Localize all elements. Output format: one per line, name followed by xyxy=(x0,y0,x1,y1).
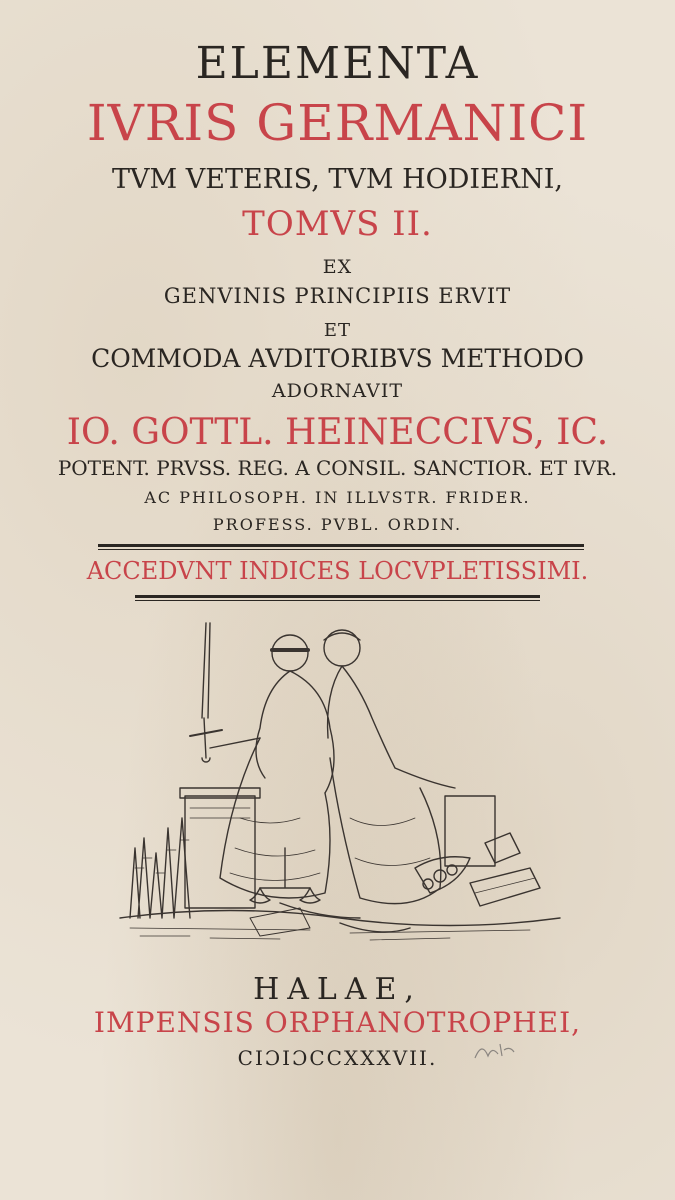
handwritten-mark-icon xyxy=(470,1036,520,1066)
author-position-line-2: AC PHILOSOPH. IN ILLVSTR. FRIDER. xyxy=(144,488,531,507)
author-position-line-3: PROFESS. PVBL. ORDIN. xyxy=(212,515,463,534)
double-rule-top xyxy=(98,544,584,547)
text-line-genuinis: GENVINIS PRINCIPIIS ERVIT xyxy=(163,284,512,308)
volume-line: TOMVS II. xyxy=(242,204,433,244)
double-rule-bottom-thin xyxy=(135,600,540,601)
double-rule-bottom xyxy=(135,595,540,598)
text-line-ex: EX xyxy=(322,256,353,278)
imprint-publisher: IMPENSIS ORPHANOTROPHEI, xyxy=(93,1006,582,1039)
allegory-justice-engraving-icon xyxy=(110,618,570,968)
indices-line: ACCEDVNT INDICES LOCVPLETISSIMI. xyxy=(86,557,589,585)
title-line-iuris-germanici: IVRIS GERMANICI xyxy=(86,94,589,152)
subtitle-line: TVM VETERIS, TVM HODIERNI, xyxy=(112,164,563,195)
text-line-et: ET xyxy=(323,320,352,341)
text-line-commoda: COMMODA AVDITORIBVS METHODO xyxy=(91,344,584,373)
author-name: IO. GOTTL. HEINECCIVS, IC. xyxy=(66,412,609,453)
imprint-city: HALAE, xyxy=(253,972,422,1007)
author-position-line-1: POTENT. PRVSS. REG. A CONSIL. SANCTIOR. ET IVR. xyxy=(57,456,618,480)
double-rule-top-thin xyxy=(98,549,584,550)
title-line-elementa: ELEMENTA xyxy=(195,38,480,89)
imprint-date: CIƆIƆCCXXXVII. xyxy=(237,1046,438,1070)
text-line-adornavit: ADORNAVIT xyxy=(271,380,404,402)
